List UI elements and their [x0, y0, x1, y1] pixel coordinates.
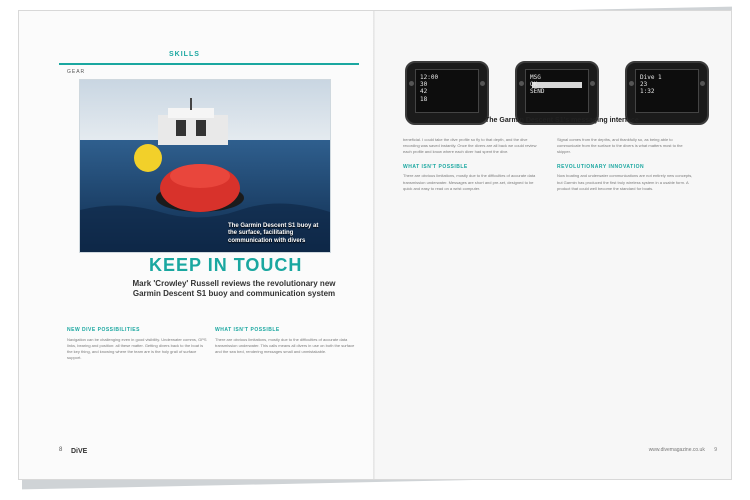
left-col2-text: There are obvious limitations, mostly due to the difficulties of accurate data transmission underwater. This calls means all divers in use on both the surface and the sea bed, rendering messages small and unmistakable.: [215, 336, 355, 355]
device-3-button-right: [700, 81, 705, 86]
device-1-button-right: [480, 81, 485, 86]
right-col1-text: beneficial. I could take the dive profile so fly to that depth, and the dive recording was saved instantly. Once the divers are all back we could review each profile and know where each diver had spent the dive.: [403, 137, 537, 155]
headline: KEEP IN TOUCH: [149, 255, 303, 275]
left-column-2: [215, 327, 355, 355]
kicker: GEAR: [67, 69, 86, 75]
device-1-button-left: [409, 81, 414, 86]
footer-url: [649, 447, 717, 453]
device-2-line2: OK: [530, 81, 538, 89]
device-2-line1: MSG: [530, 74, 541, 81]
device-1-line4: 18: [420, 95, 428, 103]
right-col1-text2: There are obvious limitations, mostly due to the difficulties of accurate data transmission underwater. Messages are short and pre-set, designed to be quick and easy to read on a wrist computer.: [403, 173, 536, 191]
garmin-device-2: [515, 61, 599, 125]
right-col1-subhead: WHAT ISN'T POSSIBLE: [403, 163, 468, 170]
device-1-screen: [415, 69, 479, 113]
left-page-number: 8: [59, 447, 63, 453]
device-1-readout: [420, 74, 438, 103]
device-1-line2: 30: [420, 81, 428, 89]
magazine-page: [18, 10, 732, 480]
device-3-button-left: [629, 81, 634, 86]
footer-url-text: www.divemagazine.co.uk: [648, 447, 705, 453]
device-2-button-left: [519, 81, 524, 86]
buoy-photo: [79, 79, 331, 253]
right-column-1: [403, 137, 543, 192]
standfirst: Mark 'Crowley' Russell reviews the revolutionary new Garmin Descent S1 buoy and communication system: [132, 279, 336, 299]
device-caption: The Garmin Descent S1's messaging interface: [485, 117, 639, 124]
device-1-line3: 42: [420, 88, 428, 96]
spacer-2: [557, 156, 697, 164]
device-3-line1: Dive 1: [640, 74, 662, 81]
device-2-screen: [525, 69, 589, 113]
left-column-1: [67, 327, 207, 362]
right-col2-text2: Now boating and underwater communications are not entirely new concepts, but Garmin has produced the first truly wireless system in a usable form. A product that could well become the standard for boats.: [557, 173, 693, 191]
device-2-button-right: [590, 81, 595, 86]
left-page: [19, 11, 375, 479]
left-col2-subhead: WHAT ISN'T POSSIBLE: [215, 327, 280, 333]
device-3-screen: [635, 69, 699, 113]
device-2-line3: SEND: [530, 88, 545, 96]
device-3-line2: 23: [640, 81, 648, 89]
right-page-number: 9: [714, 447, 717, 453]
photo-caption: The Garmin Descent S1 buoy at the surface, facilitating communication with divers: [228, 222, 319, 245]
device-3-line3: 1:32: [640, 88, 655, 96]
right-page: [375, 11, 731, 479]
spacer: [403, 156, 543, 164]
section-label: SKILLS: [169, 51, 200, 58]
device-2-readout: [530, 74, 544, 96]
device-1-line1: 12:00: [420, 74, 439, 81]
garmin-device-1: [405, 61, 489, 125]
right-col2-subhead: REVOLUTIONARY INNOVATION: [557, 163, 645, 170]
left-col1-text: Navigation can be challenging even in good visibility. Underwater comms, GPS links, bearing and position: all these matter. Getting divers back to the boat is the key thing, and knowing where the team are is the holy grail of surface support.: [67, 336, 207, 361]
right-col2-text: Signal comes from the depths, and thankfully so, as being able to communicate from the surface to the divers is what matters most to the skipper.: [557, 137, 683, 155]
brand-logo: DiVE: [71, 448, 88, 455]
garmin-device-3: [625, 61, 709, 125]
right-column-2: [557, 137, 697, 192]
section-rule: [59, 63, 359, 65]
device-3-readout: [640, 74, 662, 96]
left-col1-subhead: NEW DIVE POSSIBILITIES: [67, 327, 140, 333]
